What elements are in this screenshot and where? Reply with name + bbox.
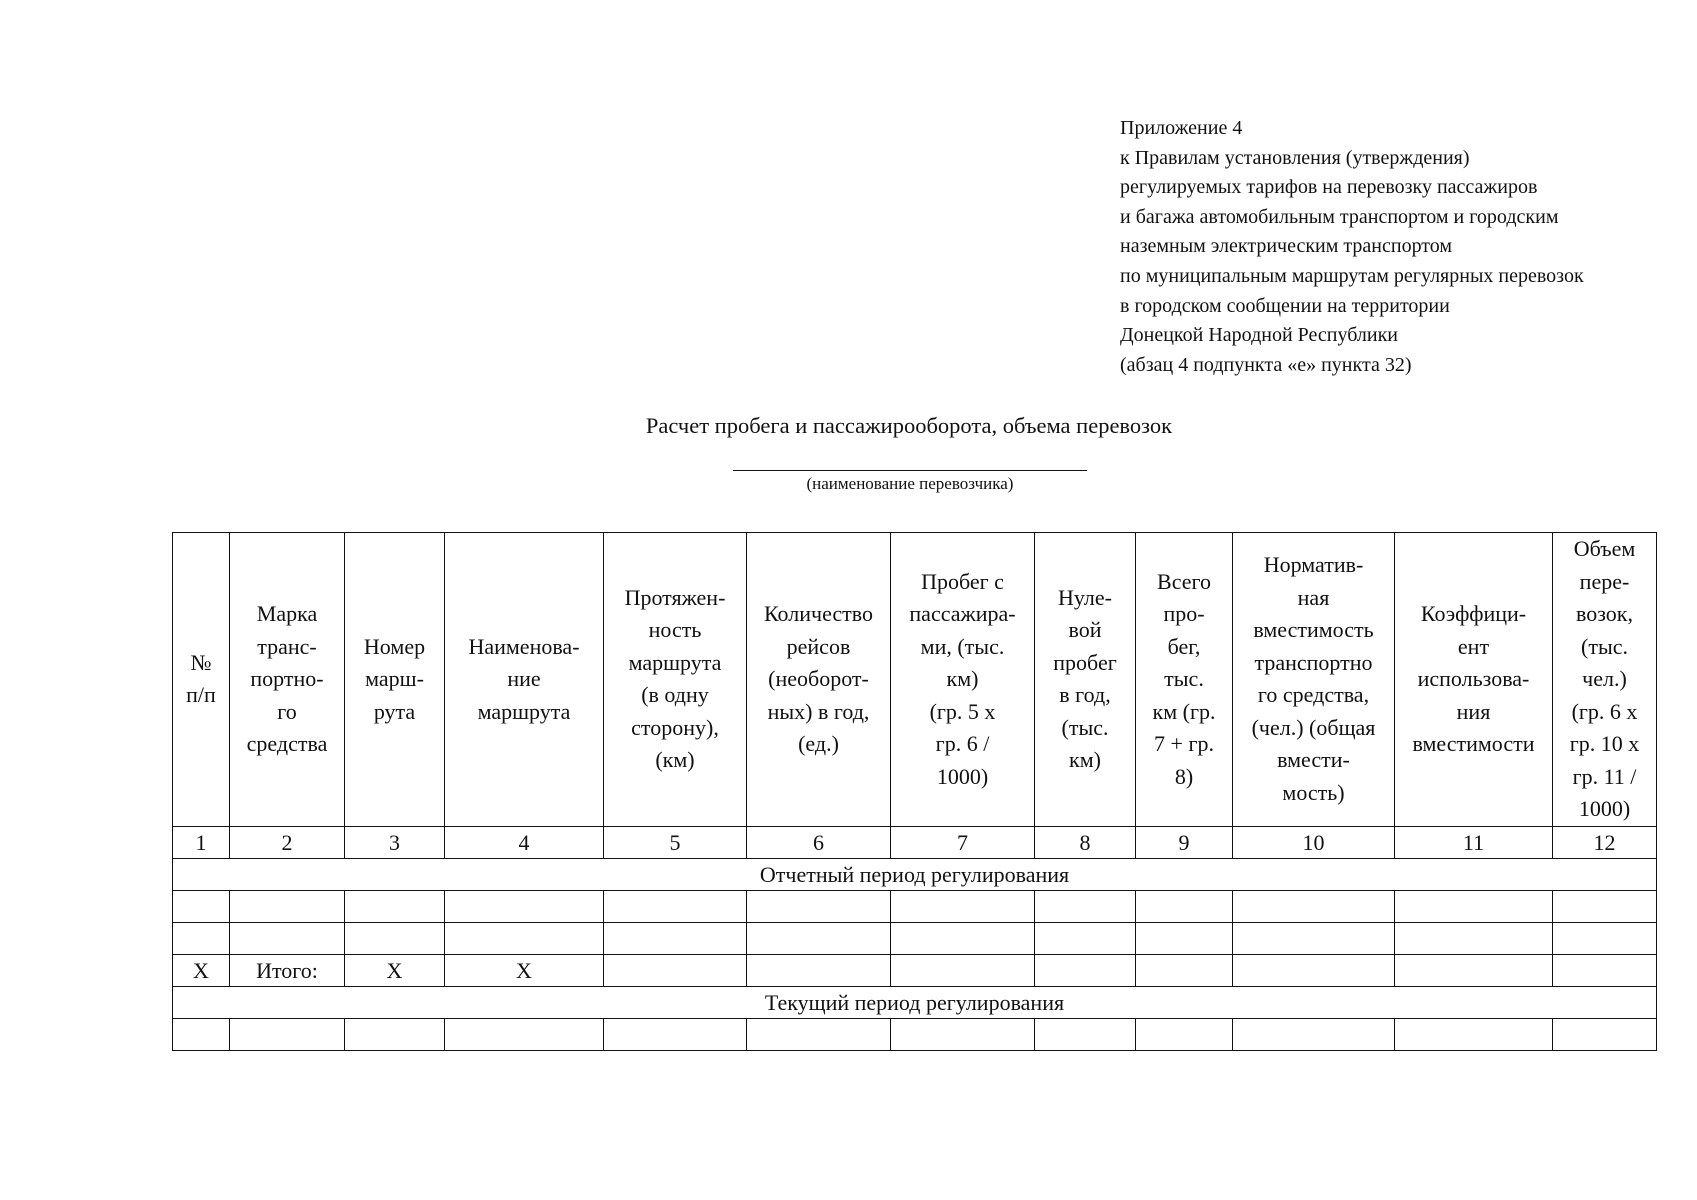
empty-cell[interactable] [345, 1018, 445, 1050]
header-text: Нуле- вой пробег в год, (тыс. км) [1053, 584, 1117, 773]
empty-cell[interactable] [1035, 890, 1136, 922]
column-number: 3 [345, 826, 445, 858]
appendix-line: Приложение 4 [1120, 117, 1243, 139]
section-row-reporting [173, 858, 1657, 890]
empty-cell[interactable] [604, 1018, 747, 1050]
empty-cell[interactable] [891, 1018, 1035, 1050]
total-label: Итого: [230, 954, 345, 986]
empty-cell[interactable] [1136, 1018, 1233, 1050]
header-cell [1553, 533, 1657, 827]
appendix-line: регулируемых тарифов на перевозку пассажиров [1120, 176, 1538, 199]
empty-data-row [173, 890, 1657, 922]
header-text: Номер марш- рута [363, 633, 426, 724]
column-number: 6 [747, 826, 891, 858]
empty-data-row [173, 1018, 1657, 1050]
header-cell [345, 533, 445, 827]
empty-cell[interactable] [173, 922, 230, 954]
appendix-line: и багажа автомобильным транспортом и городским [1120, 205, 1559, 228]
empty-cell[interactable] [1136, 922, 1233, 954]
appendix-line: наземным электрическим транспортом [1120, 235, 1453, 258]
column-number: 1 [173, 826, 230, 858]
appendix-line: в городском сообщении на территории [1120, 294, 1450, 317]
empty-cell[interactable] [1233, 954, 1395, 986]
empty-cell[interactable] [747, 954, 891, 986]
empty-cell[interactable] [1553, 954, 1657, 986]
header-text: Коэффици- ент использова- ния вместимости [1412, 601, 1535, 756]
empty-cell[interactable] [445, 890, 604, 922]
empty-cell[interactable] [1553, 1018, 1657, 1050]
empty-cell[interactable] [1395, 922, 1553, 954]
empty-cell[interactable] [1553, 890, 1657, 922]
empty-cell[interactable] [173, 1018, 230, 1050]
column-number: 12 [1553, 826, 1657, 858]
column-number: 2 [230, 826, 345, 858]
empty-cell[interactable] [747, 1018, 891, 1050]
header-text: № п/п [186, 649, 216, 708]
header-row [173, 533, 1657, 827]
empty-cell[interactable] [1136, 890, 1233, 922]
carrier-name-line [733, 470, 1087, 471]
header-text: Объем пере- возок, (тыс. чел.) (гр. 6 х гр. 10 х гр. 11 / 1000) [1569, 536, 1640, 821]
header-text: Количество рейсов (необорот- ных) в год, (ед.) [763, 601, 874, 756]
empty-cell[interactable] [173, 890, 230, 922]
document-title: Расчет пробега и пассажирооборота, объема перевозок [645, 413, 1173, 438]
header-text: Марка транс- портно- го средства [246, 601, 328, 756]
empty-cell[interactable] [345, 890, 445, 922]
empty-cell[interactable] [1035, 1018, 1136, 1050]
empty-data-row [173, 922, 1657, 954]
section-title-current: Текущий период регулирования [173, 986, 1657, 1018]
empty-cell[interactable] [1035, 954, 1136, 986]
empty-cell[interactable] [891, 922, 1035, 954]
total-row [173, 954, 1657, 986]
header-text: Наименова- ние маршрута [468, 633, 580, 724]
empty-cell[interactable] [230, 922, 345, 954]
empty-cell[interactable] [604, 890, 747, 922]
total-cell: X [445, 954, 604, 986]
empty-cell[interactable] [1035, 922, 1136, 954]
column-number-row [173, 826, 1657, 858]
header-cell [173, 533, 230, 827]
empty-cell[interactable] [891, 890, 1035, 922]
empty-cell[interactable] [747, 922, 891, 954]
empty-cell[interactable] [1395, 1018, 1553, 1050]
empty-cell[interactable] [1136, 954, 1233, 986]
appendix-line: к Правилам установления (утверждения) [1120, 146, 1470, 169]
empty-cell[interactable] [1233, 1018, 1395, 1050]
header-cell [230, 533, 345, 827]
header-cell [1395, 533, 1553, 827]
column-number: 4 [445, 826, 604, 858]
header-text: Всего про- бег, тыс. км (гр. 7 + гр. 8) [1152, 568, 1216, 789]
empty-cell[interactable] [604, 954, 747, 986]
appendix-block [1120, 114, 1584, 380]
header-cell [604, 533, 747, 827]
empty-cell[interactable] [445, 922, 604, 954]
empty-cell[interactable] [1395, 954, 1553, 986]
column-number: 5 [604, 826, 747, 858]
column-number: 10 [1233, 826, 1395, 858]
appendix-line: Донецкой Народной Республики [1120, 324, 1398, 347]
header-cell [891, 533, 1035, 827]
section-row-current [173, 986, 1657, 1018]
header-text: Пробег с пассажира- ми, (тыс. км) (гр. 5 х гр. 6 / 1000) [909, 568, 1016, 789]
column-number: 11 [1395, 826, 1553, 858]
empty-cell[interactable] [1233, 890, 1395, 922]
header-cell [1233, 533, 1395, 827]
empty-cell[interactable] [445, 1018, 604, 1050]
total-cell: X [345, 954, 445, 986]
header-text: Норматив- ная вместимость транспортно го средства, (чел.) (общая вмести- мость) [1251, 552, 1376, 805]
header-cell [747, 533, 891, 827]
section-title-reporting: Отчетный период регулирования [173, 858, 1657, 890]
header-cell [1136, 533, 1233, 827]
column-number: 8 [1035, 826, 1136, 858]
empty-cell[interactable] [604, 922, 747, 954]
empty-cell[interactable] [1395, 890, 1553, 922]
empty-cell[interactable] [747, 890, 891, 922]
empty-cell[interactable] [230, 890, 345, 922]
empty-cell[interactable] [1553, 922, 1657, 954]
header-cell [445, 533, 604, 827]
appendix-line: (абзац 4 подпункта «е» пункта 32) [1120, 353, 1412, 376]
column-number: 7 [891, 826, 1035, 858]
total-cell: X [173, 954, 230, 986]
empty-cell[interactable] [891, 954, 1035, 986]
empty-cell[interactable] [230, 1018, 345, 1050]
header-text: Протяжен- ность маршрута (в одну сторону), (км) [624, 584, 726, 773]
header-cell [1035, 533, 1136, 827]
carrier-name-caption: (наименование перевозчика) [806, 474, 1014, 493]
empty-cell[interactable] [1233, 922, 1395, 954]
mileage-table [172, 532, 1657, 1051]
appendix-line: по муниципальным маршрутам регулярных перевозок [1120, 264, 1584, 287]
column-number: 9 [1136, 826, 1233, 858]
empty-cell[interactable] [345, 922, 445, 954]
